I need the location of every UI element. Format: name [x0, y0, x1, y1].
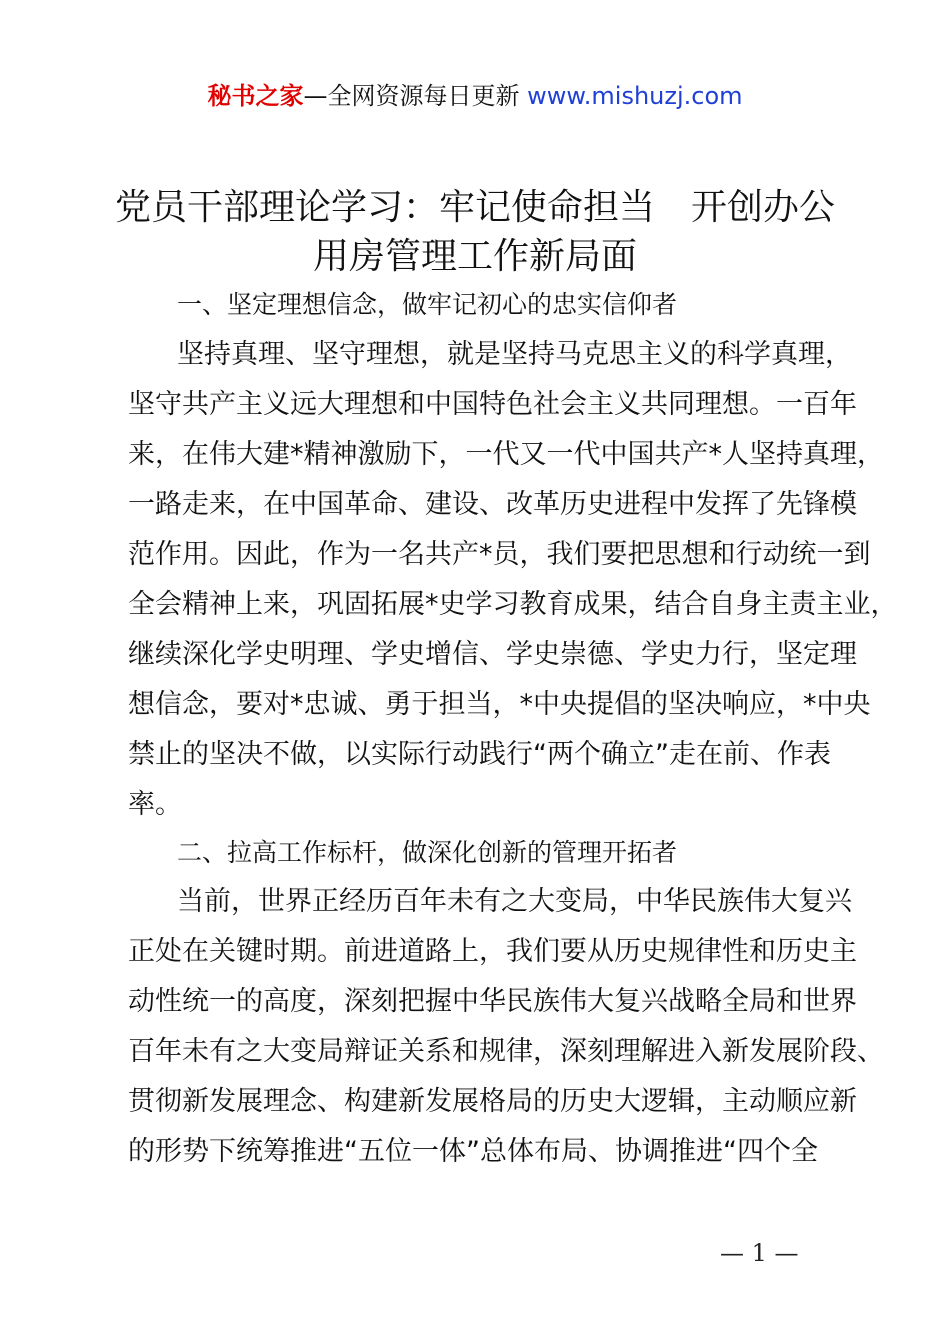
paragraph-line: 贯彻新发展理念、构建新发展格局的历史大逻辑，主动顺应新	[128, 1086, 857, 1117]
paragraph-line: 坚守共产主义远大理想和中国特色社会主义共同理想。一百年	[128, 389, 857, 420]
paragraph-line: 全会精神上来，巩固拓展*史学习教育成果，结合自身主责主业，	[128, 589, 898, 620]
brand-name: 秘书之家	[207, 82, 304, 110]
site-header	[0, 80, 950, 112]
section-heading-2: 二、拉高工作标杆，做深化创新的管理开拓者	[177, 838, 678, 867]
header-tagline: —全网资源每日更新	[303, 82, 520, 110]
paragraph-line: 坚持真理、坚守理想，就是坚持马克思主义的科学真理，	[177, 339, 852, 370]
paragraph-line: 动性统一的高度，深刻把握中华民族伟大复兴战略全局和世界	[128, 986, 857, 1017]
paragraph-line: 禁止的坚决不做，以实际行动践行“两个确立”走在前、作表	[128, 739, 831, 770]
site-url[interactable]: www.mishuzj.com	[527, 82, 743, 110]
paragraph-line: 来，在伟大建*精神激励下，一代又一代中国共产*人坚持真理，	[128, 439, 884, 470]
paragraph-line: 百年未有之大变局辩证关系和规律，深刻理解进入新发展阶段、	[128, 1036, 884, 1067]
paragraph-line: 正处在关键时期。前进道路上，我们要从历史规律性和历史主	[128, 936, 857, 967]
section-heading-1: 一、坚定理想信念，做牢记初心的忠实信仰者	[177, 290, 678, 319]
paragraph-line: 的形势下统筹推进“五位一体”总体布局、协调推进“四个全	[128, 1136, 818, 1167]
document-title-line-2: 用房管理工作新局面	[312, 236, 637, 277]
paragraph-line: 当前，世界正经历百年未有之大变局，中华民族伟大复兴	[177, 886, 852, 917]
document-title-line-1: 党员干部理论学习：牢记使命担当 开创办公	[114, 187, 835, 228]
paragraph-line: 率。	[128, 789, 182, 820]
page-number: — 1 —	[720, 1239, 799, 1267]
paragraph-line: 想信念，要对*忠诚、勇于担当，*中央提倡的坚决响应，*中央	[128, 689, 871, 720]
paragraph-line: 一路走来，在中国革命、建设、改革历史进程中发挥了先锋模	[128, 489, 857, 520]
paragraph-line: 继续深化学史明理、学史增信、学史崇德、学史力行，坚定理	[128, 639, 857, 670]
paragraph-line: 范作用。因此，作为一名共产*员，我们要把思想和行动统一到	[128, 539, 871, 570]
